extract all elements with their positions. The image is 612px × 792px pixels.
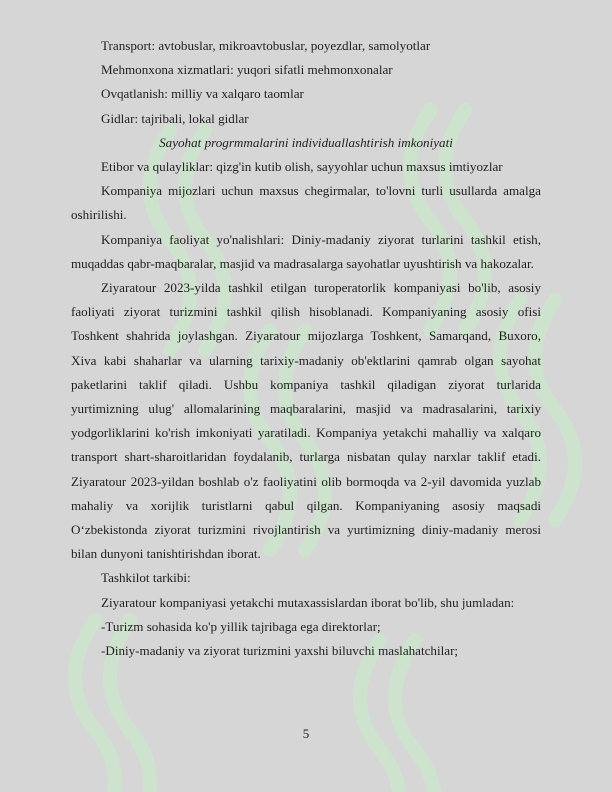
line-guides: Gidlar: tajribali, lokal gidlar (101, 110, 249, 126)
line-hotel: Mehmonxona xizmatlari: yuqori sifatli mehmonxonalar (101, 62, 393, 78)
line-transport: Transport: avtobuslar, mikroavtobuslar, poyezdlar, samolyotlar (101, 38, 431, 53)
list-item-advisors: -Diniy-madaniy va ziyorat turizmini yaxshi biluvchi maslahatchilar; (101, 643, 459, 659)
page-content (71, 34, 541, 663)
line-food: Ovqatlanish: milliy va xalqaro taomlar (101, 86, 304, 102)
paragraph-ziyaratour: Ziyaratour 2023-yilda tashkil etilgan turoperatorlik kompaniyasi bo'lib, asosiy faoliyati ziyorat turizmini tashkil qilish hisoblanadi. Kompaniyaning asosiy ofisi Toshkent shahrida joylashgan. Ziyaratour mijozlarga Toshkent, Samarqand, Buxoro, Xiva kabi shaharlar va ularning tarixiy-madaniy ob'ektlarini qamrab olgan sayohat paketlarini taklif qiladi. Ushbu kompaniya tashkil qiladigan ziyorat turlarida yurtimizning ulug' allomalarining maqbaralarini, masjid va madrasalarini, tarixiy yodgorliklarini ko'rish imkoniyati yaratiladi. Kompaniya yetakchi mahalliy va xalqaro transport shart-sharoitlaridan foydalanib, turlarga nisbatan qulay narxlar taklif etadi. Ziyaratour 2023-yildan boshlab o'z faoliyatini olib bormoqda va 2-yil davomida yuzlab mahaliy va xorijlik turistlarni qabul qilgan. Kompaniyaning asosiy maqsadi O‘zbekistonda ziyorat turizmini rivojlantirish va yurtimizning diniy-madaniy merosi bilan dunyoni tanishtirishdan iborat. (71, 280, 541, 562)
page-number: 5 (302, 726, 310, 741)
paragraph-structure-intro: Ziyaratour kompaniyasi yetakchi mutaxassislardan iborat bo'lib, shu jumladan: (101, 594, 515, 610)
paragraph-activities: Kompaniya faoliyat yo'nalishlari: Diniy-madaniy ziyorat turlarini tashkil etish, muqaddas qabr-maqbaralar, masjid va madrasalarga sayohatlar uyushtirish va hakozalar. (71, 231, 541, 271)
paragraph-discounts: Kompaniya mijozlari uchun maxsus chegirmalar, to'lovni turli usullarda amalga oshirilishi. (71, 183, 541, 223)
line-attention: Etibor va qulayliklar: qizg'in kutib olish, sayyohlar uchun maxsus imtiyozlar (101, 159, 503, 175)
subheading: Sayohat progrmmalarini individuallashtirish imkoniyati (159, 134, 453, 150)
list-item-directors: -Turizm sohasida ko'p yillik tajribaga ega direktorlar; (101, 618, 381, 634)
structure-label: Tashkilot tarkibi: (101, 570, 191, 586)
